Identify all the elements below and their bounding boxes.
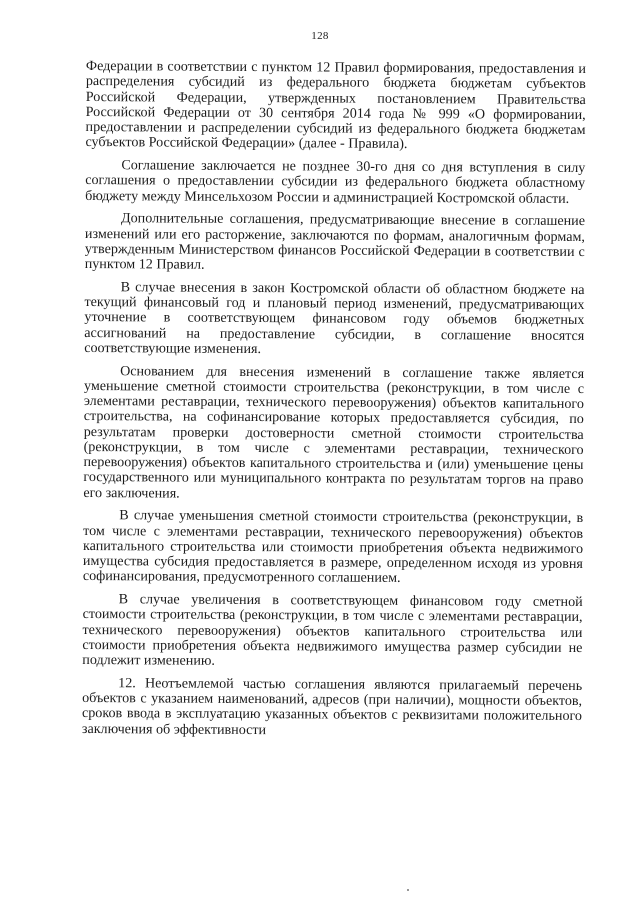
paragraph-3: Дополнительные соглашения, предусматривающие внесение в соглашение изменений или его расторжение, заключаются по формам, аналогичным формам, утвержденным Министерством финансов Российской Федерации в соответствии с пунктом 12 Правил. — [84, 210, 586, 273]
paragraph-6: В случае уменьшения сметной стоимости строительства (реконструкции, в том числе с элементами реставрации, технического перевооружения) объектов капитального строительства или стоимости приобретения объекта недвижимого имущества субсидия предоставляется в размере, определенном исходя из уровня софинансирования, предусмотренного соглашением. — [82, 507, 584, 587]
scan-speck — [407, 889, 409, 891]
paragraph-7: В случае увеличения в соответствующем финансовом году сметной стоимости строительства (реконструкции, в том числе с элементами реставрации, технического перевооружения) объектов капитального строительства или стоимости приобретения объекта недвижимого имущества размер субсидии не подлежит изменению. — [82, 591, 583, 669]
paragraph-4: В случае внесения в закон Костромской области об областном бюджете на текущий финансовый год и плановый период изменений, предусматривающих уточнение в соответствующем финансовом году объемов бюджетных ассигнований на предоставление субсидии, в соглашение вносятся соответствующие изменения. — [84, 278, 585, 357]
paragraph-8: 12. Неотъемлемой частью соглашения являются прилагаемый перечень объектов с указанием наименований, адресов (при наличии), мощности объектов, сроков ввода в эксплуатацию указанных объектов с реквизитами положительного заключения об эффективности — [81, 674, 583, 738]
paragraph-1: Федерации в соответствии с пунктом 12 Правил формирования, предоставления и распределения субсидий из федерального бюджета бюджетам субъектов Российской Федерации, утвержденных постановлением Правительства Российской Федерации от 30 сентября 2014 года № 999 «О формировании, предоставлении и распределении субсидий из федерального бюджета бюджетам субъектов Российской Федерации» (далее - Правила). — [85, 58, 586, 153]
page-number: 128 — [311, 30, 329, 42]
paragraph-5: Основанием для внесения изменений в соглашение также является уменьшение сметной стоимости строительства (реконструкции, в том числе с элементами реставрации, технического перевооружения) объектов капитального строительства, на софинансирование которых предоставляется субсидия, по результатам проверки достоверности сметной стоимости строительства (реконструкции, в том числе с элементами реставрации, технического перевооружения) объектов капитального строительства и (или) уменьшение цены государственного или муниципального контракта по результатам торгов на право его заключения. — [83, 362, 585, 502]
paragraph-2: Соглашение заключается не позднее 30-го дня со дня вступления в силу соглашения о предоставлении субсидии из федерального бюджета областному бюджету между Минсельхозом России и администрацией Костромской области. — [85, 157, 586, 207]
body-text — [82, 59, 586, 747]
